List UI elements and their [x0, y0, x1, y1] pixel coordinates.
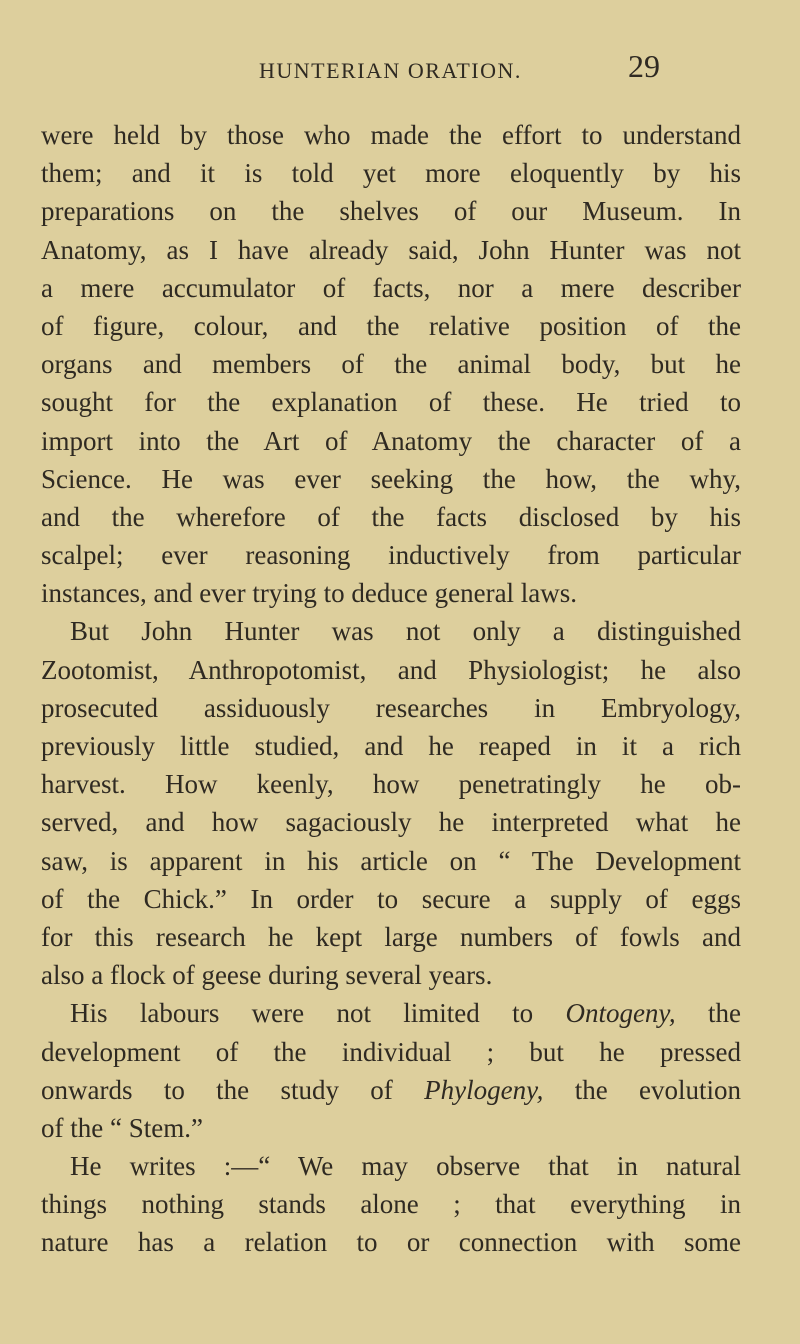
- text-line: prosecuted assiduously researches in Embryology,: [41, 692, 741, 723]
- text-line: scalpel; ever reasoning inductively from particular: [41, 540, 741, 571]
- text-fragment: the: [675, 998, 742, 1029]
- text-line: Zootomist, Anthropotomist, and Physiologist; he also: [41, 654, 741, 685]
- text-line: Anatomy, as I have already said, John Hunter was not: [41, 234, 741, 265]
- text-fragment: onwards to the study of: [41, 1074, 393, 1105]
- text-line: But John Hunter was not only a distinguished: [70, 616, 741, 647]
- text-line: them; and it is told yet more eloquently by his: [41, 158, 741, 189]
- text-line: [41, 994, 741, 1032]
- text-line: sought for the explanation of these. He tried to: [41, 387, 741, 418]
- text-line: a mere accumulator of facts, nor a mere describer: [41, 272, 741, 303]
- text-line: of the “ Stem.”: [41, 1112, 203, 1143]
- text-line: served, and how sagaciously he interpreted what he: [41, 807, 741, 838]
- text-line: previously little studied, and he reaped in it a rich: [41, 731, 741, 761]
- text-line: of the Chick.” In order to secure a supply of eggs: [41, 883, 741, 914]
- text-line: development of the individual ; but he pressed: [41, 1036, 741, 1067]
- text-line: things nothing stands alone ; that everything in: [41, 1189, 741, 1220]
- text-line: of figure, colour, and the relative position of the: [41, 310, 741, 341]
- text-fragment: His labours were not limited to: [70, 998, 534, 1029]
- text-line: harvest. How keenly, how penetratingly he ob-: [41, 769, 741, 800]
- text-line: [41, 1071, 741, 1109]
- page-number: 29: [628, 48, 660, 84]
- text-line: were held by those who made the effort to understand: [41, 120, 741, 150]
- italic-term-ontogeny: Ontogeny,: [565, 998, 676, 1029]
- text-line: Science. He was ever seeking the how, the why,: [41, 463, 741, 494]
- text-line: instances, and ever trying to deduce general laws.: [41, 578, 578, 609]
- text-line: and the wherefore of the facts disclosed by his: [41, 501, 741, 532]
- text-line: for this research he kept large numbers of fowls and: [41, 921, 741, 952]
- text-fragment: the evolution: [543, 1074, 742, 1105]
- running-head: HUNTERIAN ORATION.: [259, 58, 522, 83]
- text-line: He writes :—“ We may observe that in natural: [70, 1151, 741, 1182]
- body-text: [41, 116, 741, 1262]
- text-line: nature has a relation to or connection with some: [41, 1227, 741, 1258]
- text-line: preparations on the shelves of our Museum. In: [41, 196, 741, 227]
- text-line: saw, is apparent in his article on “ The Development: [41, 845, 741, 876]
- text-line: organs and members of the animal body, but he: [41, 349, 741, 380]
- text-line: also a flock of geese during several years.: [41, 960, 493, 991]
- text-line: import into the Art of Anatomy the character of a: [41, 425, 741, 456]
- italic-term-phylogeny: Phylogeny,: [424, 1074, 544, 1105]
